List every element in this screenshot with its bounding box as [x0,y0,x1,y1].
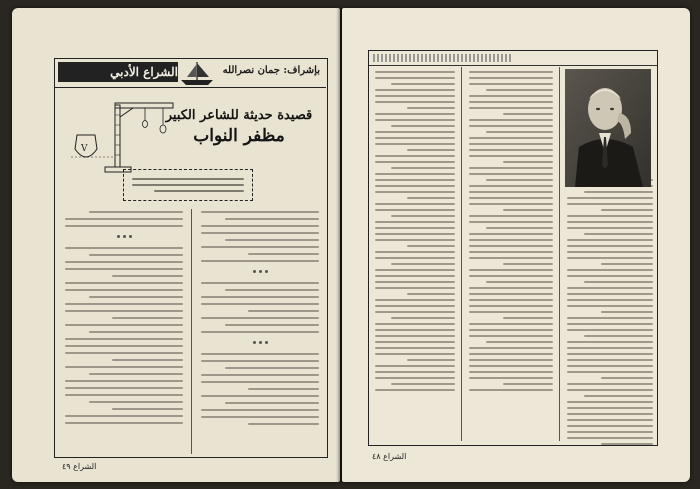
supervisor-credit: بإشراف: جمان نصرالله [222,65,320,76]
poet-name: مظفر النواب [193,126,285,147]
left-page [12,8,340,482]
intro-note-line [132,184,244,186]
literary-section-frame [54,58,328,458]
intro-note-box [123,169,253,201]
column-divider [191,209,192,454]
article-column-right [567,179,653,445]
page-folio: الشراع ٤٩ [62,462,97,471]
right-page [342,8,690,482]
article-column-left [375,71,455,391]
poem-column-left [65,211,183,424]
page-folio: الشراع ٤٨ [372,452,407,461]
portrait-photo [565,69,651,187]
poem-title-line1: قصيدة حديثة للشاعر الكبير [165,108,313,123]
article-column-middle [469,71,553,391]
article-header-band [369,51,657,66]
ship-icon [179,60,215,86]
intro-note-line [154,190,244,192]
poem-column-right [201,211,319,425]
article-frame [368,50,658,446]
section-header [55,59,326,88]
poem-title [159,107,319,149]
intro-note-line [132,178,244,180]
svg-text:V: V [81,144,88,154]
column-divider [461,67,462,441]
section-banner: الشراع الأدبي [58,62,178,82]
column-divider [559,67,560,441]
